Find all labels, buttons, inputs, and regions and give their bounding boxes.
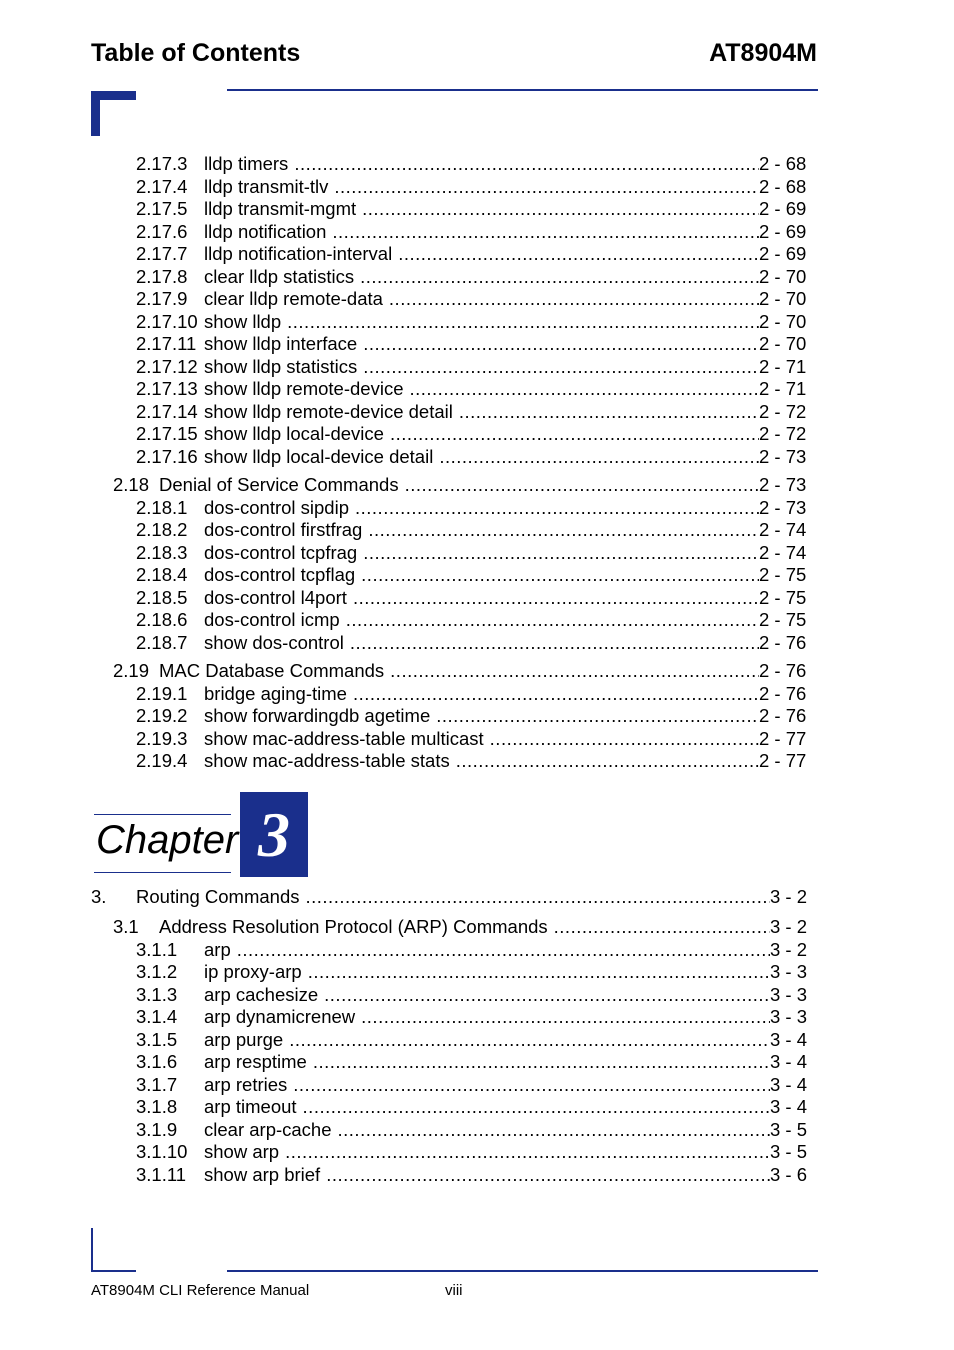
toc-entry-title: show lldp xyxy=(204,310,282,332)
toc-entry-number: 3.1.6 xyxy=(136,1051,178,1072)
toc-entry[interactable] xyxy=(113,916,830,939)
toc-entry-page: 3 - 3 xyxy=(770,1006,808,1027)
toc-dot-leader xyxy=(332,221,759,244)
header-title: Table of Contents xyxy=(91,39,301,67)
toc-entry-title: show forwardingdb agetime xyxy=(204,705,431,726)
toc-entry-page: 2 - 70 xyxy=(759,333,807,354)
toc-dot-leader xyxy=(363,333,759,356)
toc-dot-leader xyxy=(294,153,759,176)
toc-entry-title: Address Resolution Protocol (ARP) Commands xyxy=(159,916,548,937)
toc-entry[interactable] xyxy=(136,632,830,655)
toc-dot-leader xyxy=(490,728,759,751)
toc-entry-page: 2 - 68 xyxy=(759,153,807,174)
toc-entry[interactable] xyxy=(136,423,830,446)
toc-entry-title: show lldp statistics xyxy=(204,355,358,377)
toc-entry[interactable] xyxy=(136,1141,830,1164)
toc-entry[interactable] xyxy=(136,497,830,520)
toc-dot-leader xyxy=(390,660,759,683)
toc-entry-number: 2.18.4 xyxy=(136,564,188,585)
toc-entry-number: 3.1.7 xyxy=(136,1073,178,1095)
toc-entry[interactable] xyxy=(136,153,830,176)
toc-entry-number: 2.17.14 xyxy=(136,400,198,422)
header-rule xyxy=(227,89,818,91)
toc-entry-number: 2.19.4 xyxy=(136,750,188,771)
toc-entry[interactable] xyxy=(136,939,830,962)
toc-entry-page: 3 - 2 xyxy=(770,916,808,937)
toc-entry-number: 2.19.3 xyxy=(136,727,188,749)
toc-entry-title: show lldp interface xyxy=(204,333,358,354)
toc-entry-number: 3.1.5 xyxy=(136,1028,178,1050)
toc-dot-leader xyxy=(353,587,759,610)
toc-entry-number: 2.17.5 xyxy=(136,198,188,219)
toc-entry-title: lldp transmit-tlv xyxy=(204,175,329,197)
toc-entry-page: 3 - 5 xyxy=(770,1118,808,1140)
toc-entry-page: 3 - 4 xyxy=(770,1096,808,1117)
footer-manual-title: AT8904M CLI Reference Manual xyxy=(91,1282,310,1299)
toc-dot-leader xyxy=(237,939,770,962)
footer-page-number: viii xyxy=(445,1282,463,1299)
toc-entry-page: 2 - 75 xyxy=(759,564,807,585)
toc-entry[interactable] xyxy=(136,728,830,751)
toc-entry-page: 3 - 2 xyxy=(770,886,808,907)
toc-entry-page: 2 - 73 xyxy=(759,445,807,467)
toc-dot-leader xyxy=(554,916,770,939)
toc-entry-title: show arp brief xyxy=(204,1163,321,1185)
toc-entry-title: dos-control l4port xyxy=(204,586,347,608)
toc-dot-leader xyxy=(456,750,759,773)
toc-dot-leader xyxy=(346,609,759,632)
toc-entry-number: 2.19.1 xyxy=(136,682,188,704)
toc-entry-number: 2.17.12 xyxy=(136,355,198,377)
toc-entry[interactable] xyxy=(113,660,830,683)
toc-entry-number: 2.17.4 xyxy=(136,175,188,197)
chapter-label: Chapter xyxy=(96,818,239,862)
toc-entry-page: 2 - 72 xyxy=(759,423,807,444)
toc-entry-page: 3 - 5 xyxy=(770,1141,808,1162)
toc-entry-title: dos-control firstfrag xyxy=(204,519,363,540)
toc-dot-leader xyxy=(459,401,759,424)
toc-entry-page: 3 - 4 xyxy=(770,1028,808,1050)
toc-entry-number: 2.17.16 xyxy=(136,445,198,467)
toc-entry-number: 2.17.11 xyxy=(136,333,197,354)
toc-dot-leader xyxy=(360,266,759,289)
toc-entry[interactable] xyxy=(136,243,830,266)
toc-entry-number: 2.17.7 xyxy=(136,243,188,264)
toc-entry-title: show dos-control xyxy=(204,631,344,653)
toc-entry-title: show lldp remote-device detail xyxy=(204,400,453,422)
toc-dot-leader xyxy=(313,1051,770,1074)
toc-entry-page: 3 - 3 xyxy=(770,983,808,1005)
toc-entry-page: 2 - 74 xyxy=(759,541,807,563)
toc-entry-number: 2.18.3 xyxy=(136,541,188,563)
toc-entry-page: 3 - 6 xyxy=(770,1163,808,1185)
toc-dot-leader xyxy=(363,356,759,379)
toc-entry-page: 2 - 74 xyxy=(759,519,807,540)
toc-entry-title: arp timeout xyxy=(204,1096,297,1117)
toc-entry[interactable] xyxy=(136,333,830,356)
toc-entry-page: 3 - 4 xyxy=(770,1051,808,1072)
toc-entry-title: Routing Commands xyxy=(136,886,300,907)
toc-dot-leader xyxy=(303,1096,770,1119)
toc-dot-leader xyxy=(334,176,759,199)
toc-entry-page: 2 - 68 xyxy=(759,175,807,197)
toc-entry-page: 2 - 76 xyxy=(759,631,807,653)
toc-entry-number: 3. xyxy=(91,886,107,907)
toc-entry-title: dos-control tcpfrag xyxy=(204,541,358,563)
toc-entry-page: 2 - 69 xyxy=(759,243,807,264)
toc-entry-number: 2.19.2 xyxy=(136,705,188,726)
toc-entry-title: clear arp-cache xyxy=(204,1118,332,1140)
toc-entry-number: 2.17.9 xyxy=(136,288,188,309)
toc-entry[interactable] xyxy=(136,446,830,469)
toc-dot-leader xyxy=(409,378,759,401)
toc-entry-title: lldp notification-interval xyxy=(204,243,393,264)
toc-dot-leader xyxy=(285,1141,770,1164)
toc-entry[interactable] xyxy=(136,519,830,542)
toc-entry-page: 2 - 75 xyxy=(759,609,807,630)
toc-dot-leader xyxy=(293,1074,770,1097)
toc-entry[interactable] xyxy=(136,1029,830,1052)
toc-entry-page: 2 - 72 xyxy=(759,400,807,422)
toc-entry-title: arp xyxy=(204,938,231,960)
toc-entry-number: 2.18.1 xyxy=(136,496,188,518)
toc-dot-leader xyxy=(308,961,770,984)
toc-dot-leader xyxy=(353,683,759,706)
toc-entry-title: MAC Database Commands xyxy=(159,660,385,681)
toc-entry-number: 3.1.10 xyxy=(136,1141,188,1162)
toc-entry-title: arp cachesize xyxy=(204,983,319,1005)
toc-dot-leader xyxy=(390,423,759,446)
toc-entry[interactable] xyxy=(136,1051,830,1074)
toc-dot-leader xyxy=(436,705,759,728)
chapter-rule-top xyxy=(94,814,231,815)
toc-dot-leader xyxy=(326,1164,770,1187)
toc-entry-title: dos-control sipdip xyxy=(204,496,349,518)
toc-entry[interactable] xyxy=(136,609,830,632)
chapter-rule-bottom xyxy=(94,872,231,873)
toc-entry[interactable] xyxy=(136,266,830,289)
toc-entry-title: clear lldp statistics xyxy=(204,265,355,287)
toc-entry[interactable] xyxy=(136,1164,830,1187)
toc-dot-leader xyxy=(306,886,771,909)
toc-entry[interactable] xyxy=(136,176,830,199)
toc-dot-leader xyxy=(362,198,759,221)
toc-entry-title: arp retries xyxy=(204,1073,288,1095)
toc-entry-number: 3.1 xyxy=(113,916,139,937)
toc-entry-number: 3.1.9 xyxy=(136,1118,178,1140)
toc-entry[interactable] xyxy=(136,1096,830,1119)
toc-entry-page: 2 - 71 xyxy=(759,355,807,377)
toc-entry-number: 2.17.3 xyxy=(136,153,188,174)
toc-entry-title: show arp xyxy=(204,1141,280,1162)
toc-entry-number: 2.18.6 xyxy=(136,609,188,630)
toc-entry[interactable] xyxy=(136,683,830,706)
toc-entry-page: 2 - 69 xyxy=(759,220,807,242)
toc-entry[interactable] xyxy=(136,198,830,221)
toc-dot-leader xyxy=(363,542,759,565)
toc-entry-number: 2.17.10 xyxy=(136,310,198,332)
toc-entry-number: 2.19 xyxy=(113,660,150,681)
toc-entry-title: show lldp local-device detail xyxy=(204,445,434,467)
toc-entry[interactable] xyxy=(136,221,830,244)
header-product: AT8904M xyxy=(709,39,817,67)
toc-entry-page: 2 - 76 xyxy=(759,682,807,704)
toc-entry-title: bridge aging-time xyxy=(204,682,347,704)
toc-dot-leader xyxy=(361,1006,770,1029)
footer-rule xyxy=(227,1270,818,1272)
toc-entry-number: 2.17.8 xyxy=(136,265,188,287)
corner-mark-vertical xyxy=(91,91,100,136)
toc-entry-number: 3.1.4 xyxy=(136,1006,178,1027)
toc-entry-page: 2 - 71 xyxy=(759,378,807,399)
footer-corner-mark-horizontal xyxy=(91,1270,136,1272)
toc-entry-page: 2 - 76 xyxy=(759,660,807,681)
toc-entry-number: 3.1.8 xyxy=(136,1096,178,1117)
toc-entry-page: 2 - 73 xyxy=(759,496,807,518)
toc-entry-title: lldp notification xyxy=(204,220,327,242)
toc-dot-leader xyxy=(350,632,759,655)
toc-entry[interactable] xyxy=(136,961,830,984)
footer-corner-mark xyxy=(91,1228,93,1272)
toc-entry[interactable] xyxy=(136,356,830,379)
toc-dot-leader xyxy=(398,243,759,266)
toc-entry-title: show lldp remote-device xyxy=(204,378,404,399)
toc-entry-page: 2 - 70 xyxy=(759,310,807,332)
toc-dot-leader xyxy=(324,984,770,1007)
toc-entry-title: lldp timers xyxy=(204,153,289,174)
toc-entry-number: 2.18 xyxy=(113,474,150,495)
toc-entry-page: 3 - 2 xyxy=(770,938,808,960)
toc-entry-title: clear lldp remote-data xyxy=(204,288,383,309)
toc-entry-number: 3.1.3 xyxy=(136,983,178,1005)
toc-entry-number: 3.1.1 xyxy=(136,938,178,960)
toc-entry[interactable] xyxy=(136,705,830,728)
toc-dot-leader xyxy=(361,564,759,587)
toc-dot-leader xyxy=(439,446,759,469)
toc-entry-page: 2 - 76 xyxy=(759,705,807,726)
toc-entry[interactable] xyxy=(136,542,830,565)
toc-dot-leader xyxy=(287,311,759,334)
toc-entry-number: 2.17.13 xyxy=(136,378,198,399)
toc-entry-page: 2 - 75 xyxy=(759,586,807,608)
toc-dot-leader xyxy=(405,474,759,497)
toc-entry-page: 2 - 69 xyxy=(759,198,807,219)
toc-entry[interactable] xyxy=(136,564,830,587)
toc-entry-title: Denial of Service Commands xyxy=(159,474,399,495)
toc-entry-title: arp resptime xyxy=(204,1051,307,1072)
toc-dot-leader xyxy=(368,519,759,542)
toc-entry-title: dos-control tcpflag xyxy=(204,564,356,585)
chapter-number: 3 xyxy=(258,799,290,870)
toc-dot-leader xyxy=(355,497,759,520)
toc-entry-title: arp dynamicrenew xyxy=(204,1006,356,1027)
toc-entry-number: 2.18.2 xyxy=(136,519,188,540)
toc-dot-leader xyxy=(389,288,759,311)
toc-entry[interactable] xyxy=(136,311,830,334)
toc-entry-title: lldp transmit-mgmt xyxy=(204,198,357,219)
toc-entry-number: 3.1.2 xyxy=(136,961,178,982)
toc-entry[interactable] xyxy=(136,1074,830,1097)
toc-entry-page: 3 - 4 xyxy=(770,1073,808,1095)
toc-entry-title: show lldp local-device xyxy=(204,423,384,444)
toc-entry[interactable] xyxy=(91,886,830,909)
toc-entry-page: 2 - 77 xyxy=(759,750,807,771)
toc-entry-title: dos-control icmp xyxy=(204,609,340,630)
toc-entry-number: 2.18.5 xyxy=(136,586,188,608)
toc-entry-number: 2.17.6 xyxy=(136,220,188,242)
toc-entry[interactable] xyxy=(136,1119,830,1142)
toc-entry-page: 2 - 70 xyxy=(759,288,807,309)
chapter-number-box xyxy=(240,792,308,877)
toc-entry-title: ip proxy-arp xyxy=(204,961,302,982)
toc-entry-title: show mac-address-table multicast xyxy=(204,727,484,749)
toc-entry-title: show mac-address-table stats xyxy=(204,750,450,771)
toc-dot-leader xyxy=(289,1029,770,1052)
toc-entry-page: 2 - 70 xyxy=(759,265,807,287)
toc-entry-number: 3.1.11 xyxy=(136,1163,187,1185)
toc-entry-title: arp purge xyxy=(204,1028,284,1050)
toc-entry-page: 2 - 77 xyxy=(759,727,807,749)
toc-entry-number: 2.18.7 xyxy=(136,631,188,653)
toc-entry-number: 2.17.15 xyxy=(136,423,198,444)
toc-entry[interactable] xyxy=(136,587,830,610)
toc-entry[interactable] xyxy=(136,984,830,1007)
toc-dot-leader xyxy=(338,1119,770,1142)
toc-entry-page: 2 - 73 xyxy=(759,474,807,495)
toc-entry[interactable] xyxy=(136,750,830,773)
toc-entry-page: 3 - 3 xyxy=(770,961,808,982)
toc-entry[interactable] xyxy=(136,378,830,401)
toc-entry[interactable] xyxy=(136,1006,830,1029)
toc-entry[interactable] xyxy=(113,474,830,497)
toc-entry[interactable] xyxy=(136,288,830,311)
toc-entry[interactable] xyxy=(136,401,830,424)
